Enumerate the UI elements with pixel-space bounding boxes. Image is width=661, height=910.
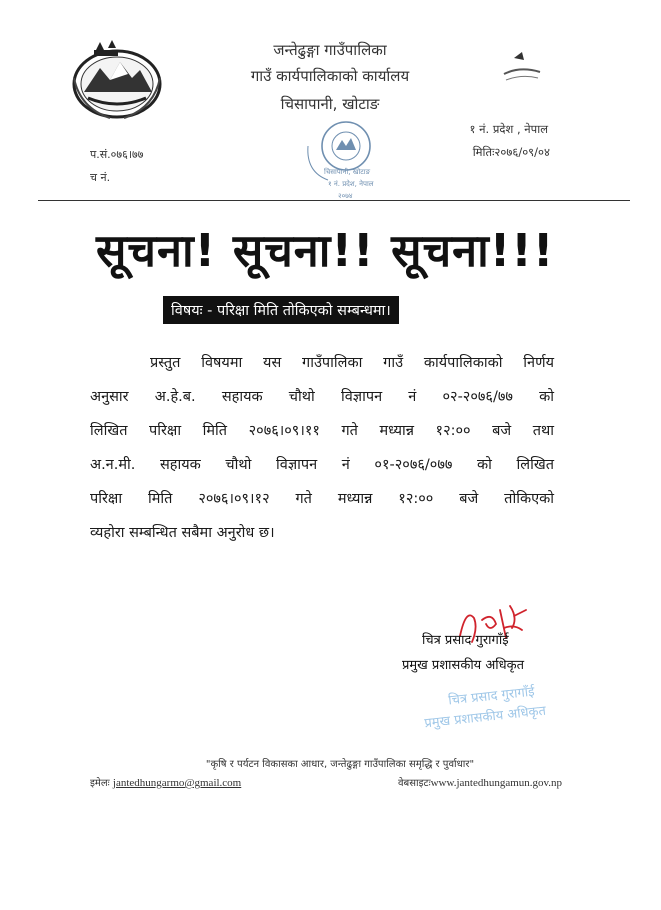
body-line: प्रस्तुत विषयमा यस गाउँपालिका गाउँ कार्यपालिकाको निर्णय bbox=[150, 355, 554, 371]
header-divider bbox=[38, 200, 630, 201]
footer-website bbox=[398, 775, 562, 789]
notice-body bbox=[90, 346, 554, 550]
subject-banner: विषयः - परिक्षा मिति तोकिएको सम्बन्धमा। bbox=[163, 296, 399, 324]
office-name: गाउँ कार्यपालिकाको कार्यालय bbox=[250, 67, 410, 85]
body-line: अनुसार अ.हे.ब. सहायक चौथो विज्ञापन नं ०२-२०७६/७७ को bbox=[90, 389, 554, 405]
notice-title: सूचना! सूचना!! सूचना!!! bbox=[96, 224, 555, 277]
footer-email bbox=[90, 775, 241, 789]
municipality-name: जन्तेढुङ्गा गाउँपालिका bbox=[273, 41, 387, 59]
province-label: १ नं. प्रदेश , नेपाल bbox=[469, 122, 548, 136]
official-stamp-title: प्रमुख प्रशासकीय अधिकृत bbox=[423, 703, 547, 732]
signatory-title: प्रमुख प्रशासकीय अधिकृत bbox=[402, 658, 525, 673]
document-date: मितिः२०७६/०९/०४ bbox=[472, 145, 550, 159]
body-line: अ.न.मी. सहायक चौथो विज्ञापन नं ०१-२०७६/०७७ को लिखित bbox=[90, 457, 554, 473]
body-line: लिखित परिक्षा मिति २०७६।०९।११ गते मध्यान्न १२:०० बजे तथा bbox=[90, 423, 554, 439]
svg-text:२०७४: २०७४ bbox=[338, 192, 353, 200]
signatory-name: चित्र प्रसाद गुरागाँई bbox=[422, 633, 509, 648]
office-address: चिसापानी, खोटाङ bbox=[280, 95, 380, 113]
svg-text:चिसापानी, खोटाङ: चिसापानी, खोटाङ bbox=[324, 168, 371, 176]
dispatch-number: च नं. bbox=[90, 171, 111, 184]
office-seal-stamp bbox=[298, 116, 384, 204]
email-label: इमेलः bbox=[90, 778, 110, 789]
footer-motto: "कृषि र पर्यटन विकासका आधार, जन्तेढुङ्गा गाउँपालिका समृद्धि र पुर्वाधार" bbox=[205, 759, 475, 770]
email-address: jantedhungarmo@gmail.com bbox=[112, 777, 242, 789]
official-stamp-name: चित्र प्रसाद गुरागाँई bbox=[447, 684, 536, 709]
body-line: व्यहोरा सम्बन्धित सबैमा अनुरोध छ। bbox=[90, 525, 275, 541]
website-label: वेबसाइटः bbox=[398, 778, 431, 789]
nepal-emblem-icon bbox=[70, 38, 164, 120]
body-line: परिक्षा मिति २०७६।०९।१२ गते मध्यान्न १२:०० बजे तोकिएको bbox=[90, 491, 554, 507]
svg-text:१ नं. प्रदेश, नेपाल: १ नं. प्रदेश, नेपाल bbox=[328, 180, 374, 188]
visit-nepal-logo-icon bbox=[500, 44, 544, 88]
website-address: www.jantedhungamun.gov.np bbox=[430, 777, 563, 789]
reference-number: प.सं.०७६।७७ bbox=[90, 148, 144, 161]
